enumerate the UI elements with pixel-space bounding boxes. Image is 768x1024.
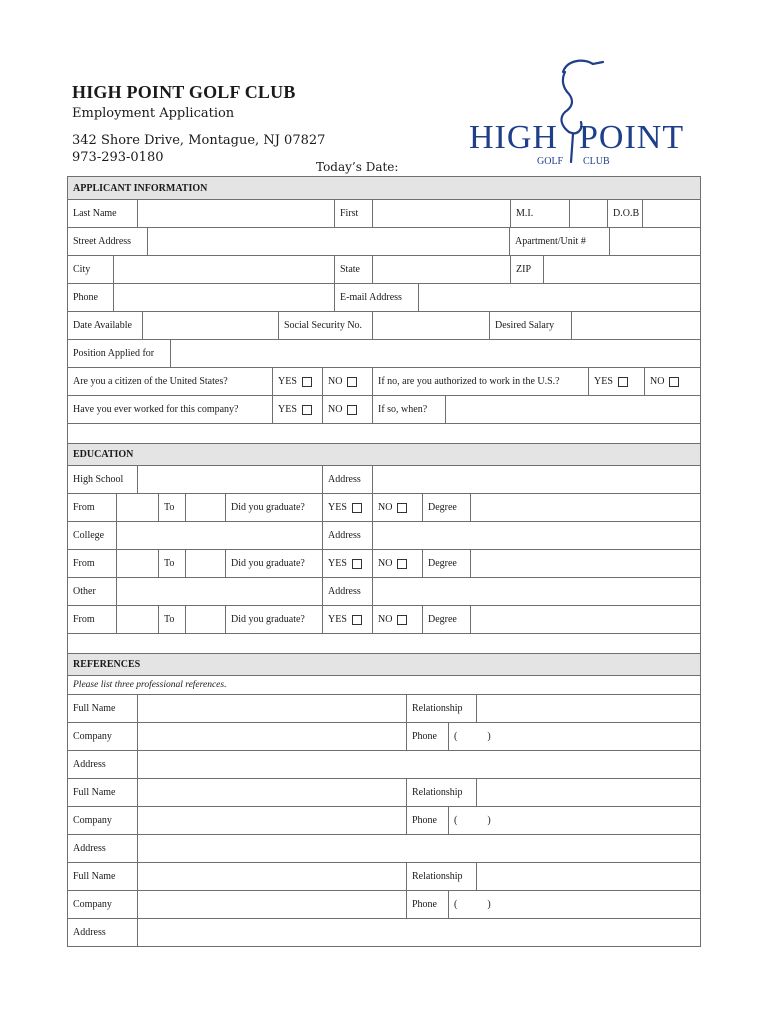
section-references <box>68 653 700 675</box>
apartment-field[interactable] <box>609 228 700 255</box>
row-reference-3-name <box>68 862 700 890</box>
desired-salary-label: Desired Salary <box>489 312 571 339</box>
row-other-dates <box>68 605 700 633</box>
high-school-graduate-yes[interactable] <box>322 494 372 521</box>
row-previous-employment <box>68 395 700 423</box>
when-question: If so, when? <box>372 396 445 423</box>
references-note-row <box>68 675 700 694</box>
college-label: College <box>73 530 105 541</box>
no-label: NO <box>328 376 343 387</box>
address-label: Address <box>73 759 106 770</box>
reference-3-relationship-field[interactable] <box>476 863 700 890</box>
first-name-field[interactable] <box>372 200 510 227</box>
other-from-field[interactable] <box>116 606 158 633</box>
to-label: To <box>158 550 185 577</box>
no-label: NO <box>378 614 393 625</box>
from-label: From <box>73 614 95 625</box>
checkbox-icon <box>397 559 407 569</box>
citizen-question: Are you a citizen of the United States? <box>73 376 228 387</box>
degree-label: Degree <box>422 494 470 521</box>
row-availability-ssn-salary <box>68 311 700 339</box>
worked-yes-option[interactable] <box>272 396 322 423</box>
company-label: Company <box>73 815 112 826</box>
row-college-dates <box>68 549 700 577</box>
from-label: From <box>73 502 95 513</box>
no-label: NO <box>328 404 343 415</box>
company-label: Company <box>73 731 112 742</box>
logo-word-point: POINT <box>579 119 685 156</box>
spacer-cell <box>68 424 700 443</box>
other-address-label: Address <box>322 578 372 605</box>
org-phone: 973-293-0180 <box>72 150 164 165</box>
reference-2-company-field[interactable] <box>137 807 406 834</box>
address-label: Address <box>73 927 106 938</box>
date-available-label: Date Available <box>73 320 132 331</box>
row-reference-2-name <box>68 778 700 806</box>
checkbox-icon <box>397 615 407 625</box>
company-label: Company <box>73 899 112 910</box>
other-graduate-yes[interactable] <box>322 606 372 633</box>
city-field[interactable] <box>113 256 334 283</box>
org-address: 342 Shore Drive, Montague, NJ 07827 <box>72 133 326 148</box>
college-graduate-yes[interactable] <box>322 550 372 577</box>
phone-label: Phone <box>406 891 448 918</box>
college-address-field[interactable] <box>372 522 700 549</box>
checkbox-icon <box>347 405 357 415</box>
spacer-row <box>68 633 700 653</box>
degree-label: Degree <box>422 606 470 633</box>
section-title: EDUCATION <box>73 449 134 460</box>
reference-1-company-field[interactable] <box>137 723 406 750</box>
ssn-label: Social Security No. <box>278 312 372 339</box>
desired-salary-field[interactable] <box>571 312 700 339</box>
full-name-label: Full Name <box>73 871 116 882</box>
phone-label: Phone <box>406 807 448 834</box>
other-field[interactable] <box>116 578 322 605</box>
address-label: Address <box>73 843 106 854</box>
last-name-field[interactable] <box>137 200 334 227</box>
graduate-question: Did you graduate? <box>225 550 322 577</box>
row-reference-1-name <box>68 694 700 722</box>
yes-label: YES <box>278 404 297 415</box>
zip-label: ZIP <box>510 256 543 283</box>
yes-label: YES <box>328 614 347 625</box>
authorized-yes-option[interactable] <box>588 368 644 395</box>
other-to-field[interactable] <box>185 606 225 633</box>
no-label: NO <box>378 502 393 513</box>
phone-label: Phone <box>406 723 448 750</box>
no-label: NO <box>650 376 665 387</box>
logo-word-club: CLUB <box>583 156 610 167</box>
row-position <box>68 339 700 367</box>
phone-label: Phone <box>73 292 98 303</box>
to-label: To <box>158 494 185 521</box>
citizen-no-option[interactable] <box>322 368 372 395</box>
yes-label: YES <box>328 558 347 569</box>
full-name-label: Full Name <box>73 703 116 714</box>
reference-3-phone-field[interactable] <box>448 891 700 918</box>
reference-3-company-field[interactable] <box>137 891 406 918</box>
high-point-logo <box>465 50 685 170</box>
todays-date-label: Today’s Date: <box>316 160 399 174</box>
relationship-label: Relationship <box>406 779 476 806</box>
apartment-label: Apartment/Unit # <box>509 228 609 255</box>
high-school-label: High School <box>73 474 124 485</box>
paren-open: ( <box>454 899 458 910</box>
state-field[interactable] <box>372 256 510 283</box>
paren-close: ) <box>487 815 491 826</box>
other-degree-field[interactable] <box>470 606 700 633</box>
reference-1-address-field[interactable] <box>137 751 700 778</box>
checkbox-icon <box>302 377 312 387</box>
college-degree-field[interactable] <box>470 550 700 577</box>
row-college <box>68 521 700 549</box>
last-name-label: Last Name <box>73 208 117 219</box>
row-reference-1-company <box>68 722 700 750</box>
from-label: From <box>73 558 95 569</box>
city-label: City <box>73 264 91 275</box>
section-education <box>68 443 700 465</box>
other-address-field[interactable] <box>372 578 700 605</box>
row-phone-email <box>68 283 700 311</box>
middle-initial-field[interactable] <box>569 200 607 227</box>
reference-2-address-field[interactable] <box>137 835 700 862</box>
application-form <box>67 176 701 947</box>
section-applicant-information <box>68 177 700 199</box>
high-school-to-field[interactable] <box>185 494 225 521</box>
high-school-address-label: Address <box>322 466 372 493</box>
checkbox-icon <box>397 503 407 513</box>
yes-label: YES <box>594 376 613 387</box>
position-field[interactable] <box>170 340 700 367</box>
row-street-address <box>68 227 700 255</box>
worked-no-option[interactable] <box>322 396 372 423</box>
paren-close: ) <box>487 899 491 910</box>
degree-label: Degree <box>422 550 470 577</box>
form-subtitle: Employment Application <box>72 106 235 121</box>
no-label: NO <box>378 558 393 569</box>
worked-question: Have you ever worked for this company? <box>73 404 239 415</box>
dob-label: D.O.B <box>607 200 642 227</box>
state-label: State <box>334 256 372 283</box>
street-address-label: Street Address <box>73 236 132 247</box>
college-graduate-no[interactable] <box>372 550 422 577</box>
reference-3-address-field[interactable] <box>137 919 700 946</box>
reference-1-phone-field[interactable] <box>448 723 700 750</box>
email-field[interactable] <box>418 284 700 311</box>
paren-open: ( <box>454 731 458 742</box>
authorized-no-option[interactable] <box>644 368 700 395</box>
street-address-field[interactable] <box>147 228 509 255</box>
to-label: To <box>158 606 185 633</box>
high-school-from-field[interactable] <box>116 494 158 521</box>
full-name-label: Full Name <box>73 787 116 798</box>
graduate-question: Did you graduate? <box>225 494 322 521</box>
row-high-school <box>68 465 700 493</box>
org-name: HIGH POINT GOLF CLUB <box>72 82 296 102</box>
date-available-field[interactable] <box>142 312 278 339</box>
high-school-address-field[interactable] <box>372 466 700 493</box>
high-school-degree-field[interactable] <box>470 494 700 521</box>
checkbox-icon <box>618 377 628 387</box>
reference-2-relationship-field[interactable] <box>476 779 700 806</box>
reference-2-phone-field[interactable] <box>448 807 700 834</box>
checkbox-icon <box>302 405 312 415</box>
middle-initial-label: M.I. <box>510 200 569 227</box>
paren-close: ) <box>487 731 491 742</box>
checkbox-icon <box>352 615 362 625</box>
checkbox-icon <box>352 503 362 513</box>
ssn-field[interactable] <box>372 312 489 339</box>
spacer-row <box>68 423 700 443</box>
row-high-school-dates <box>68 493 700 521</box>
relationship-label: Relationship <box>406 695 476 722</box>
other-graduate-no[interactable] <box>372 606 422 633</box>
row-name <box>68 199 700 227</box>
yes-label: YES <box>278 376 297 387</box>
form-header <box>72 82 472 165</box>
row-city-state-zip <box>68 255 700 283</box>
logo-word-high: HIGH <box>469 119 558 156</box>
checkbox-icon <box>347 377 357 387</box>
checkbox-icon <box>352 559 362 569</box>
yes-label: YES <box>328 502 347 513</box>
spacer-cell <box>68 634 700 653</box>
citizen-yes-option[interactable] <box>272 368 322 395</box>
row-reference-2-company <box>68 806 700 834</box>
row-reference-2-address <box>68 834 700 862</box>
college-address-label: Address <box>322 522 372 549</box>
row-other <box>68 577 700 605</box>
first-name-label: First <box>334 200 372 227</box>
checkbox-icon <box>669 377 679 387</box>
zip-field[interactable] <box>543 256 700 283</box>
high-school-graduate-no[interactable] <box>372 494 422 521</box>
row-citizenship <box>68 367 700 395</box>
reference-3-name-field[interactable] <box>137 863 406 890</box>
college-from-field[interactable] <box>116 550 158 577</box>
other-label: Other <box>73 586 96 597</box>
references-note: Please list three professional references. <box>73 680 227 690</box>
graduate-question: Did you graduate? <box>225 606 322 633</box>
position-label: Position Applied for <box>73 348 155 359</box>
relationship-label: Relationship <box>406 863 476 890</box>
phone-field[interactable] <box>113 284 334 311</box>
college-to-field[interactable] <box>185 550 225 577</box>
dob-field[interactable] <box>642 200 700 227</box>
college-field[interactable] <box>116 522 322 549</box>
section-title: APPLICANT INFORMATION <box>73 182 208 194</box>
logo-word-golf: GOLF <box>537 156 564 167</box>
authorized-question: If no, are you authorized to work in the U.S.? <box>372 368 588 395</box>
section-title: REFERENCES <box>73 659 141 670</box>
row-reference-3-address <box>68 918 700 946</box>
reference-1-name-field[interactable] <box>137 695 406 722</box>
reference-1-relationship-field[interactable] <box>476 695 700 722</box>
high-school-field[interactable] <box>137 466 322 493</box>
reference-2-name-field[interactable] <box>137 779 406 806</box>
row-reference-1-address <box>68 750 700 778</box>
when-field[interactable] <box>445 396 700 423</box>
email-label: E-mail Address <box>334 284 418 311</box>
paren-open: ( <box>454 815 458 826</box>
row-reference-3-company <box>68 890 700 918</box>
